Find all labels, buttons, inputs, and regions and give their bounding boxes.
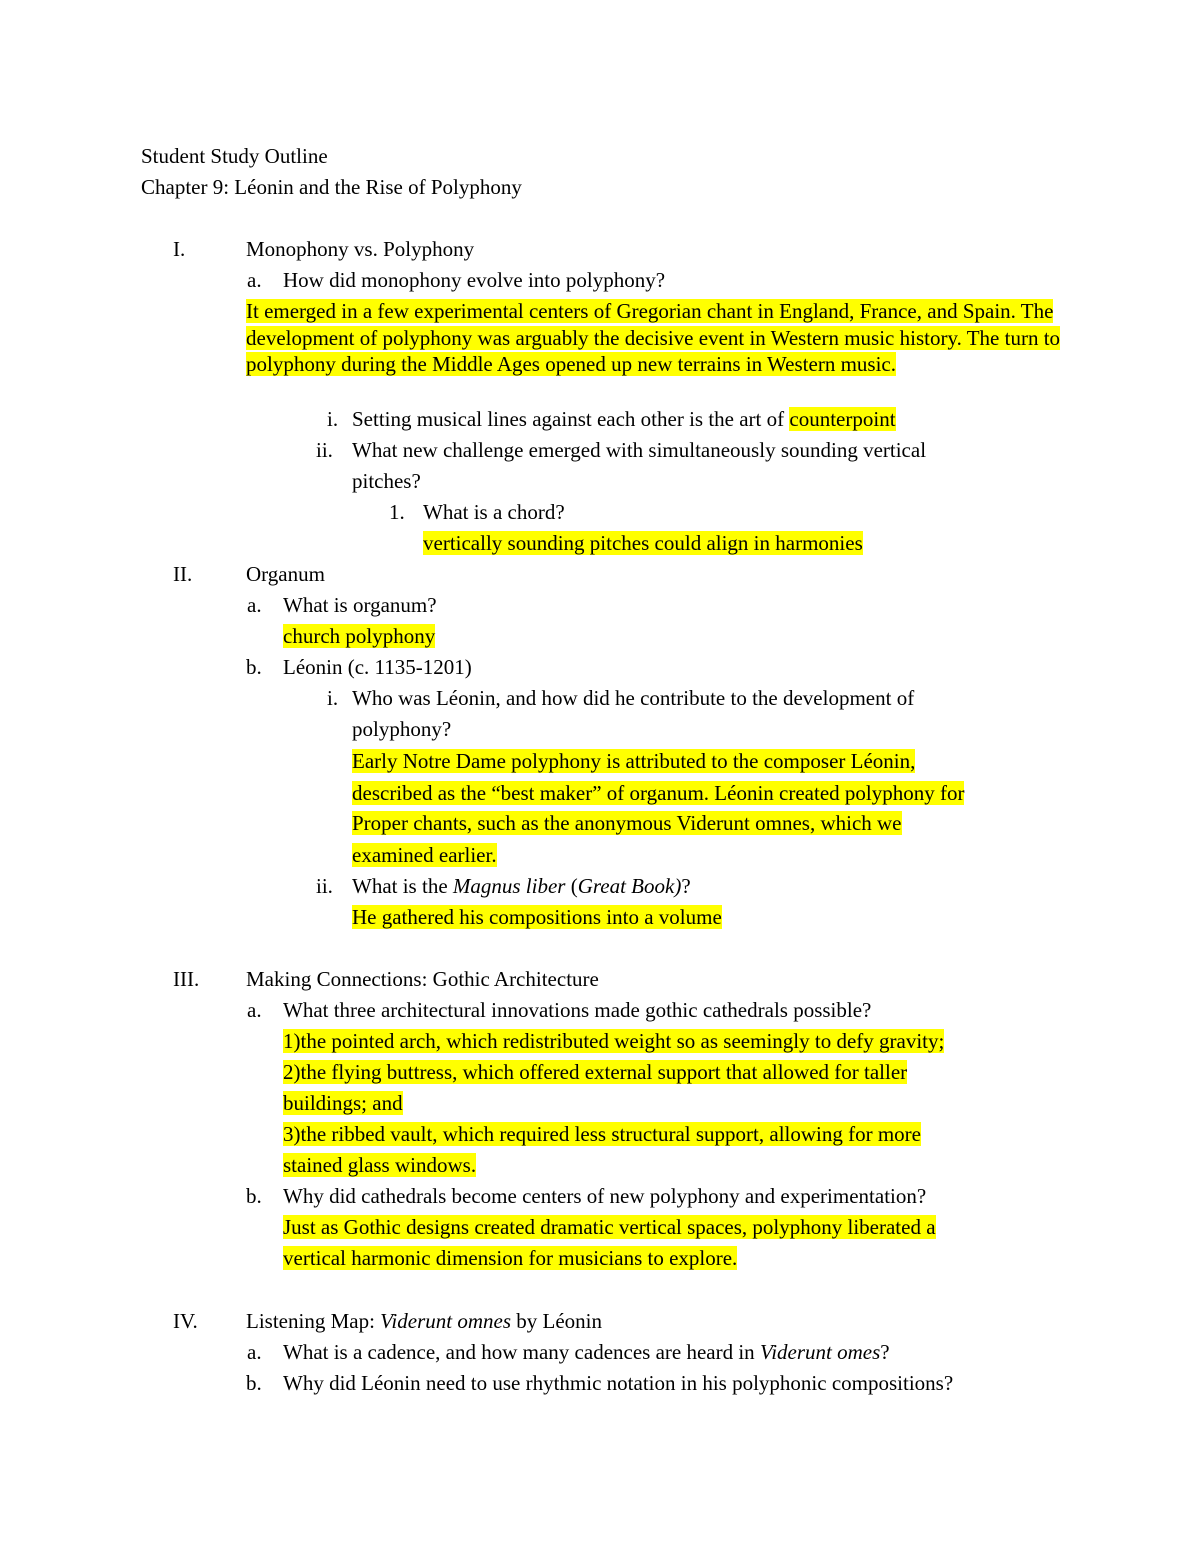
s1-i-answer: counterpoint [789, 407, 896, 431]
s3-b-answer-line1: Just as Gothic designs created dramatic vertical spaces, polyphony liberated a [283, 1215, 936, 1239]
outline-title: Student Study Outline [141, 144, 328, 168]
section-4-number: IV. [173, 1309, 198, 1333]
s2-a-question: What is organum? [283, 593, 437, 617]
s2-i-marker: i. [327, 686, 339, 710]
s3-b-answer-line2: vertical harmonic dimension for musicians to explore. [283, 1246, 738, 1270]
s3-a-answer-line3: buildings; and [283, 1091, 403, 1115]
s1-ii-question-line1: What new challenge emerged with simultaneously sounding vertical [352, 438, 927, 462]
section-3-heading: Making Connections: Gothic Architecture [246, 967, 599, 991]
s1-1-answer: vertically sounding pitches could align in harmonies [423, 531, 863, 555]
s3-a-answer-line2: 2)the flying buttress, which offered external support that allowed for taller [283, 1060, 908, 1084]
s1-1-marker: 1. [389, 500, 405, 524]
s2-b-text: Léonin (c. 1135-1201) [283, 655, 472, 679]
s1-i-question: Setting musical lines against each other is the art of counterpoint [352, 407, 896, 431]
section-1-heading: Monophony vs. Polyphony [246, 237, 475, 261]
s2-ii-question: What is the Magnus liber (Great Book)? [352, 874, 691, 898]
s4-a-marker: a. [247, 1340, 262, 1364]
s3-a-answer-line5: stained glass windows. [283, 1153, 477, 1177]
s4-a-question: What is a cadence, and how many cadences are heard in Viderunt omes? [283, 1340, 890, 1364]
s2-i-answer-line4: examined earlier. [352, 843, 497, 867]
s2-i-question-line1: Who was Léonin, and how did he contribute to the development of [352, 686, 915, 710]
s3-a-question: What three architectural innovations made gothic cathedrals possible? [283, 998, 872, 1022]
s3-b-marker: b. [246, 1184, 262, 1208]
s4-b-question: Why did Léonin need to use rhythmic notation in his polyphonic compositions? [283, 1371, 954, 1395]
section-4-heading: Listening Map: Viderunt omnes by Léonin [246, 1309, 602, 1333]
s2-i-answer-line2: described as the “best maker” of organum. Léonin created polyphony for [352, 781, 965, 805]
s3-b-question: Why did cathedrals become centers of new polyphony and experimentation? [283, 1184, 927, 1208]
section-1-number: I. [173, 237, 186, 261]
s4-b-marker: b. [246, 1371, 262, 1395]
chapter-title: Chapter 9: Léonin and the Rise of Polyphony [141, 175, 522, 199]
section-2-number: II. [173, 562, 193, 586]
s1-ii-question-line2: pitches? [352, 469, 421, 493]
s1-a-question: How did monophony evolve into polyphony? [283, 268, 666, 292]
s2-i-question-line2: polyphony? [352, 717, 452, 741]
section-2-heading: Organum [246, 562, 325, 586]
s2-b-marker: b. [246, 655, 262, 679]
s2-a-answer: church polyphony [283, 624, 436, 648]
s3-a-answer-line4: 3)the ribbed vault, which required less structural support, allowing for more [283, 1122, 921, 1146]
s1-ii-marker: ii. [316, 438, 333, 462]
s3-a-marker: a. [247, 998, 262, 1022]
s2-ii-answer: He gathered his compositions into a volume [352, 905, 722, 929]
s2-ii-marker: ii. [316, 874, 333, 898]
s3-a-answer-line1: 1)the pointed arch, which redistributed weight so as seemingly to defy gravity; [283, 1029, 945, 1053]
s1-i-marker: i. [327, 407, 339, 431]
s2-i-answer-line3: Proper chants, such as the anonymous Viderunt omnes, which we [352, 811, 902, 835]
section-3-number: III. [173, 967, 200, 991]
s1-1-question: What is a chord? [423, 500, 565, 524]
s1-a-marker: a. [247, 268, 262, 292]
s2-a-marker: a. [247, 593, 262, 617]
s1-a-answer: It emerged in a few experimental centers of Gregorian chant in England, France, and Spain. The development of polyphony was arguably the decisive event in Western music history. The turn to polyphony during the Middle Ages opened up new terrains in Western music. [246, 299, 1061, 377]
s2-i-answer-line1: Early Notre Dame polyphony is attributed to the composer Léonin, [352, 749, 916, 773]
